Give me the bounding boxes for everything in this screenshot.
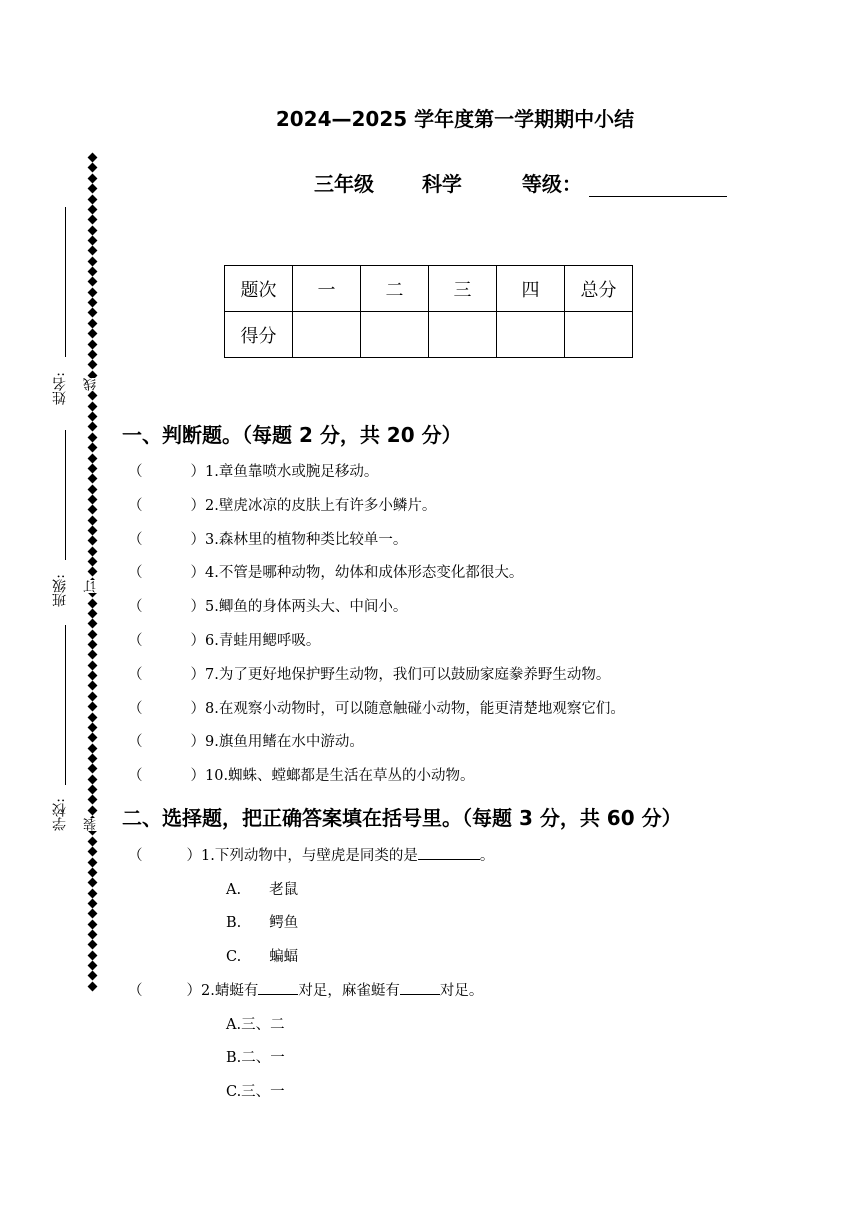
answer-paren-open: （ (128, 734, 143, 751)
diamond-mark (87, 681, 97, 691)
table-cell: 一 (293, 266, 361, 312)
question-text: ）1.章鱼靠喷水或腕足移动。 (190, 464, 379, 480)
diamond-mark (87, 349, 97, 359)
diamond-mark (87, 236, 97, 246)
question-text: ）10.蜘蛛、螳螂都是生活在草丛的小动物。 (190, 768, 475, 785)
diamond-mark (87, 153, 97, 163)
diamond-mark (87, 256, 97, 266)
diamond-mark (87, 919, 97, 929)
diamond-mark (87, 640, 97, 650)
diamond-mark (87, 785, 97, 795)
score-cell[interactable] (293, 312, 361, 358)
question-text: ）2.壁虎冰凉的皮肤上有许多小鳞片。 (190, 497, 437, 514)
score-table-score-row (225, 312, 633, 358)
diamond-mark (87, 163, 97, 173)
diamond-mark (87, 215, 97, 225)
diamond-mark (87, 691, 97, 701)
diamond-mark (87, 360, 97, 370)
option-text: 鳄鱼 (269, 915, 299, 931)
diamond-mark (87, 743, 97, 753)
score-table-header-row (225, 266, 633, 312)
option-a: A.三、二 (226, 1017, 285, 1033)
score-cell[interactable] (429, 312, 497, 358)
diamond-mark (87, 629, 97, 639)
diamond-mark (87, 836, 97, 846)
diamond-mark (87, 712, 97, 722)
diamond-mark (87, 971, 97, 981)
diamond-mark (87, 184, 97, 194)
diamond-mark (87, 888, 97, 898)
diamond-mark (87, 173, 97, 183)
diamond-mark (87, 526, 97, 536)
answer-paren-open: （ (128, 633, 143, 649)
diamond-mark (87, 867, 97, 877)
option-b: B.二、一 (226, 1050, 285, 1066)
score-table (224, 265, 633, 358)
diamond-mark (87, 329, 97, 339)
diamond-mark (87, 194, 97, 204)
diamond-mark (87, 204, 97, 214)
diamond-mark (87, 515, 97, 525)
question-stem: ）1.下列动物中，与壁虎是同类的是 (186, 848, 418, 864)
diamond-mark (87, 308, 97, 318)
question-2-1 (128, 844, 494, 865)
diamond-mark (87, 899, 97, 909)
diamond-mark (87, 277, 97, 287)
question-text: ）9.旗鱼用鳍在水中游动。 (190, 734, 364, 751)
name-underline (65, 207, 66, 357)
section2-heading: 二、选择题，把正确答案填在括号里。（每题 3 分，共 60 分） (122, 806, 682, 830)
diamond-mark (87, 795, 97, 805)
question-1-8 (128, 697, 625, 718)
table-cell: 总分 (565, 266, 633, 312)
diamond-mark (87, 909, 97, 919)
diamond-mark (87, 484, 97, 494)
diamond-mark (87, 495, 97, 505)
diamond-mark (87, 940, 97, 950)
question-1-5 (128, 595, 407, 616)
diamond-mark (87, 650, 97, 660)
option-c (226, 945, 298, 966)
diamond-mark (87, 847, 97, 857)
option-text: 老鼠 (269, 882, 299, 898)
diamond-mark (87, 505, 97, 515)
diamond-mark (87, 660, 97, 670)
order-mark: 订 (84, 580, 99, 593)
question-1-1 (128, 460, 378, 481)
fill-blank[interactable] (400, 980, 440, 995)
diamond-mark (87, 598, 97, 608)
option-letter: A. (226, 882, 242, 898)
class-label: 班级: (52, 574, 68, 607)
diamond-mark (87, 246, 97, 256)
diamond-mark (87, 671, 97, 681)
binding-diamond-column (86, 152, 98, 993)
diamond-mark (87, 287, 97, 297)
option-letter: B. (226, 915, 242, 931)
diamond-mark (87, 753, 97, 763)
exam-subtitle (314, 168, 727, 197)
question-stem-end: 。 (479, 848, 495, 864)
school-underline (65, 625, 66, 785)
subject-text: 科学 (421, 172, 462, 196)
answer-paren-open: （ (128, 768, 143, 785)
diamond-mark (87, 267, 97, 277)
question-stem-end: 对足。 (439, 983, 484, 999)
question-text: ）5.鲫鱼的身体两头大、中间小。 (190, 599, 408, 616)
answer-paren-open: （ (128, 531, 143, 548)
diamond-mark (87, 608, 97, 618)
answer-paren-open: （ (128, 464, 143, 480)
diamond-mark (87, 453, 97, 463)
grade-text: 三年级 (314, 172, 374, 196)
question-1-9 (128, 730, 364, 751)
diamond-mark (87, 878, 97, 888)
score-cell[interactable] (565, 312, 633, 358)
question-stem: ）2.蜻蜓有 (186, 983, 259, 999)
question-1-7 (128, 663, 610, 684)
option-text: 蝙蝠 (269, 949, 299, 965)
diamond-mark (87, 619, 97, 629)
question-1-2 (128, 494, 436, 515)
question-text: ）7.为了更好地保护野生动物，我们可以鼓励家庭豢养野生动物。 (190, 666, 611, 683)
question-2-2 (128, 979, 483, 1000)
class-underline (65, 430, 66, 560)
question-1-3 (128, 528, 407, 549)
name-label: 姓名: (52, 372, 68, 405)
diamond-mark (87, 225, 97, 235)
score-cell[interactable] (361, 312, 429, 358)
diamond-mark (87, 432, 97, 442)
diamond-mark (87, 318, 97, 328)
answer-paren-open: （ (128, 497, 143, 514)
diamond-mark (87, 702, 97, 712)
level-label: 等级： (521, 172, 582, 196)
table-cell: 得分 (225, 312, 293, 358)
diamond-mark (87, 474, 97, 484)
diamond-mark (87, 805, 97, 815)
diamond-mark (87, 401, 97, 411)
diamond-mark (87, 546, 97, 556)
diamond-mark (87, 412, 97, 422)
question-text: ）4.不管是哪种动物，幼体和成体形态变化都很大。 (190, 565, 524, 582)
diamond-mark (87, 774, 97, 784)
diamond-mark (87, 391, 97, 401)
answer-paren-open: （ (128, 565, 143, 582)
option-a (226, 878, 298, 899)
line-mark: 线 (84, 378, 99, 391)
school-label: 学校: (52, 798, 68, 831)
diamond-mark (87, 722, 97, 732)
diamond-mark (87, 567, 97, 577)
level-blank[interactable] (589, 174, 727, 197)
answer-paren-open: （ (128, 700, 143, 717)
question-1-10 (128, 764, 475, 785)
question-text: ）8.在观察小动物时，可以随意触碰小动物，能更清楚地观察它们。 (190, 700, 625, 717)
option-letter: C. (226, 949, 242, 965)
option-b (226, 911, 298, 932)
section1-heading: 一、判断题。（每题 2 分，共 20 分） (122, 423, 462, 447)
answer-paren-open: （ (128, 599, 143, 616)
table-cell: 二 (361, 266, 429, 312)
answer-paren-open: （ (128, 666, 143, 683)
diamond-mark (87, 733, 97, 743)
question-1-4 (128, 561, 523, 582)
bind-mark: 装 (84, 818, 99, 831)
question-text: ）3.森林里的植物种类比较单一。 (190, 531, 408, 548)
score-cell[interactable] (497, 312, 565, 358)
diamond-mark (87, 463, 97, 473)
diamond-mark (87, 443, 97, 453)
diamond-mark (87, 339, 97, 349)
question-1-6 (128, 629, 320, 650)
question-stem-mid: 对足，麻雀蜓有 (298, 983, 400, 999)
question-text: ）6.青蛙用鳃呼吸。 (190, 633, 321, 649)
diamond-mark (87, 764, 97, 774)
answer-paren-open: （ (128, 983, 143, 999)
table-cell: 四 (497, 266, 565, 312)
diamond-mark (87, 422, 97, 432)
answer-paren-open: （ (128, 848, 143, 864)
fill-blank[interactable] (418, 845, 480, 860)
diamond-mark (87, 981, 97, 991)
diamond-mark (87, 930, 97, 940)
fill-blank[interactable] (258, 980, 298, 995)
option-c: C.三、一 (226, 1084, 285, 1100)
diamond-mark (87, 536, 97, 546)
table-cell: 三 (429, 266, 497, 312)
diamond-mark (87, 950, 97, 960)
table-cell: 题次 (225, 266, 293, 312)
exam-title: 2024—2025 学年度第一学期期中小结 (275, 107, 635, 131)
diamond-mark (87, 857, 97, 867)
